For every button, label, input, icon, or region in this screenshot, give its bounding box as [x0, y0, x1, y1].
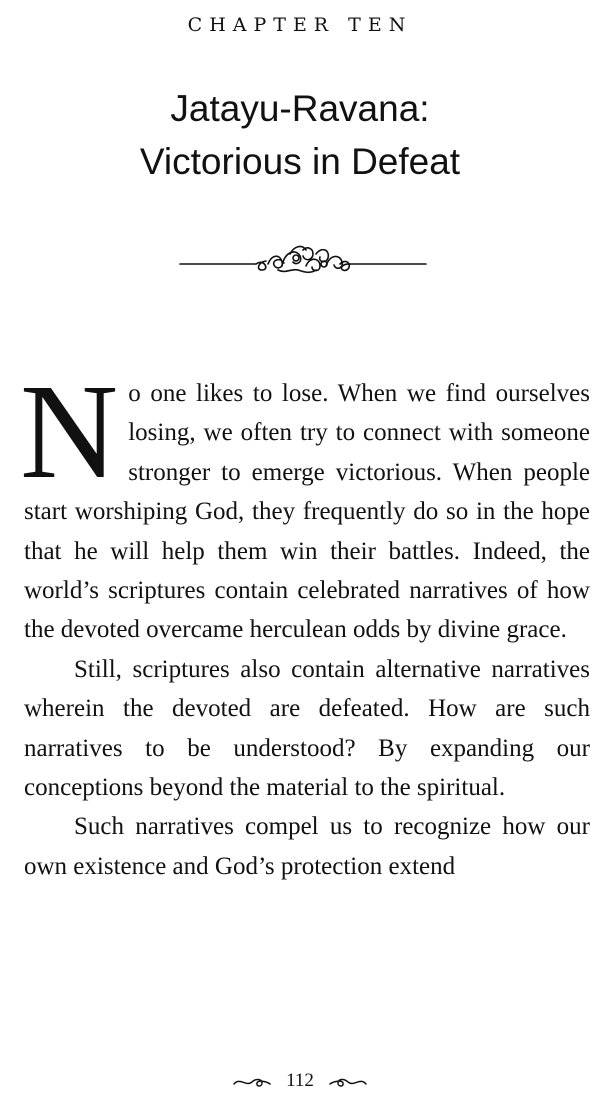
chapter-title — [0, 82, 600, 188]
drop-cap: N — [20, 357, 119, 507]
paragraph-1 — [20, 357, 590, 650]
body-text — [20, 357, 590, 886]
paragraph-2: Still, scriptures also contain alternative narratives wherein the devoted are defeated. How are such narratives to be understood? By expanding our conceptions beyond the material to the spiritual. — [24, 655, 590, 802]
chapter-title-line-1: Jatayu-Ravana: — [170, 88, 430, 129]
scroll-flourish-icon — [178, 236, 428, 276]
right-flourish-icon — [328, 1075, 368, 1089]
paragraph-3: Such narratives compel us to recognize how our own existence and God’s protection extend — [24, 813, 590, 880]
chapter-label: CHAPTER TEN — [187, 14, 413, 36]
chapter-title-line-2: Victorious in Defeat — [139, 141, 461, 182]
page-footer — [0, 1070, 600, 1092]
left-flourish-icon — [232, 1075, 272, 1089]
paragraph-1-text: o one likes to lose. When we find ourselves losing, we often try to connect with someone stronger to emerge victorious. When people start worshiping God, they frequently do so in the hope that he will help them win their battles. Indeed, the world’s scriptures contain celebrated narratives of how the devoted overcame herculean odds by divine grace. — [24, 380, 590, 644]
page-number: 112 — [286, 1070, 314, 1091]
